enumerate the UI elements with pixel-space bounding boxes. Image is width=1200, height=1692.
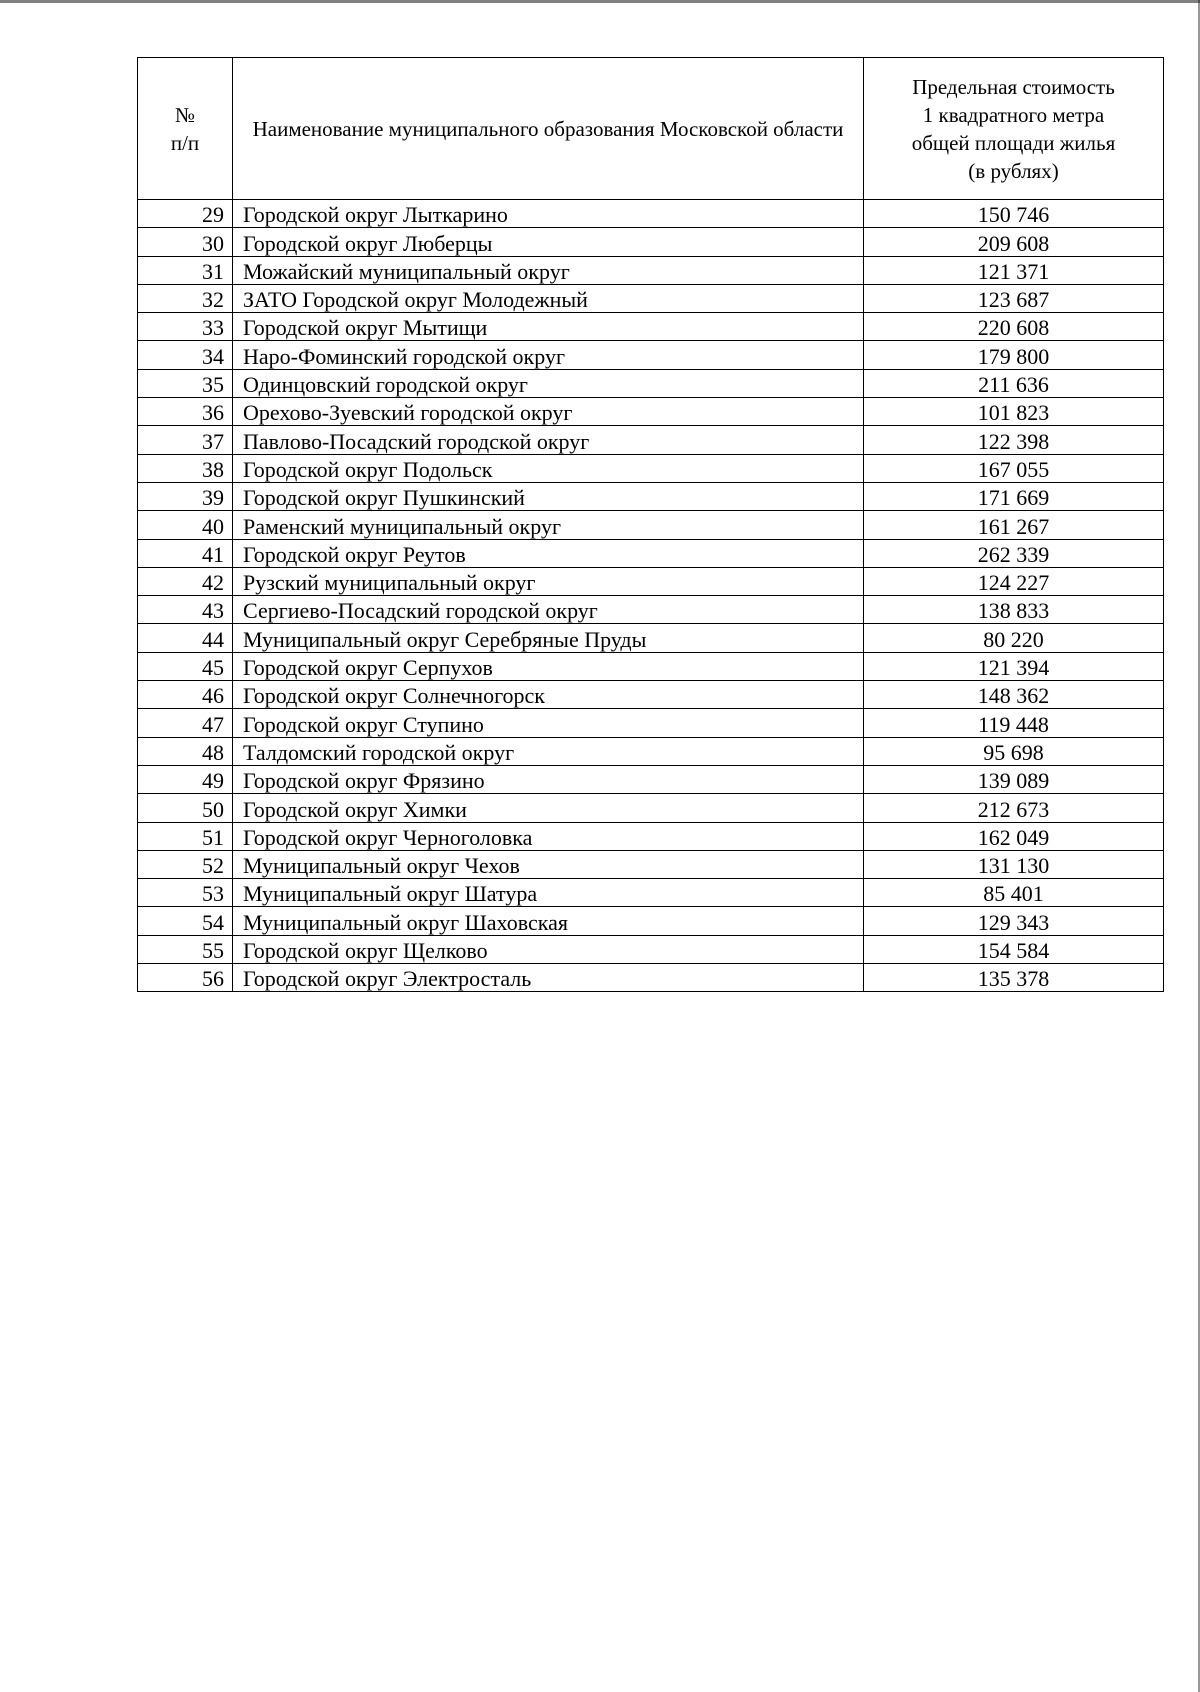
table-row xyxy=(138,596,1164,624)
municipality-name-cell: Наро-Фоминский городской округ xyxy=(233,341,864,369)
municipality-name-cell: Городской округ Люберцы xyxy=(233,228,864,256)
row-number-cell: 55 xyxy=(138,935,233,963)
municipality-name-cell: Городской округ Реутов xyxy=(233,539,864,567)
header-price xyxy=(864,58,1164,200)
municipality-name-cell: Сергиево-Посадский городской округ xyxy=(233,596,864,624)
table-row xyxy=(138,341,1164,369)
row-number-cell: 48 xyxy=(138,737,233,765)
table-row xyxy=(138,369,1164,397)
row-number-cell: 53 xyxy=(138,879,233,907)
municipality-name-cell: Городской округ Лыткарино xyxy=(233,200,864,228)
row-number-cell: 51 xyxy=(138,822,233,850)
header-number-abbr: п/п xyxy=(170,130,200,155)
table-row xyxy=(138,737,1164,765)
table-row xyxy=(138,228,1164,256)
table-row xyxy=(138,624,1164,652)
table-header xyxy=(138,58,1164,200)
row-number-cell: 56 xyxy=(138,964,233,992)
row-number-cell: 52 xyxy=(138,850,233,878)
price-cell: 95 698 xyxy=(864,737,1164,765)
header-row xyxy=(138,58,1164,200)
municipality-name-cell: Городской округ Химки xyxy=(233,794,864,822)
row-number-cell: 30 xyxy=(138,228,233,256)
row-number-cell: 40 xyxy=(138,511,233,539)
price-cell: 101 823 xyxy=(864,398,1164,426)
price-cell: 123 687 xyxy=(864,284,1164,312)
municipality-name-cell: Можайский муниципальный округ xyxy=(233,256,864,284)
price-cell: 85 401 xyxy=(864,879,1164,907)
row-number-cell: 54 xyxy=(138,907,233,935)
row-number-cell: 33 xyxy=(138,313,233,341)
municipality-name-cell: Городской округ Солнечногорск xyxy=(233,681,864,709)
header-number-symbol: № xyxy=(174,102,196,127)
municipality-name-cell: Городской округ Щелково xyxy=(233,935,864,963)
price-cell: 167 055 xyxy=(864,454,1164,482)
price-cell: 124 227 xyxy=(864,567,1164,595)
table-row xyxy=(138,822,1164,850)
price-cell: 262 339 xyxy=(864,539,1164,567)
table-row xyxy=(138,284,1164,312)
municipality-name-cell: Городской округ Серпухов xyxy=(233,652,864,680)
price-cell: 212 673 xyxy=(864,794,1164,822)
municipality-name-cell: Городской округ Фрязино xyxy=(233,765,864,793)
municipality-name-cell: Городской округ Электросталь xyxy=(233,964,864,992)
municipality-name-cell: Павлово-Посадский городской округ xyxy=(233,426,864,454)
table-row xyxy=(138,765,1164,793)
table-row xyxy=(138,256,1164,284)
price-cell: 135 378 xyxy=(864,964,1164,992)
table-row xyxy=(138,539,1164,567)
row-number-cell: 36 xyxy=(138,398,233,426)
price-cell: 122 398 xyxy=(864,426,1164,454)
table-row xyxy=(138,652,1164,680)
price-cell: 154 584 xyxy=(864,935,1164,963)
table-row xyxy=(138,398,1164,426)
table-row xyxy=(138,907,1164,935)
price-cell: 162 049 xyxy=(864,822,1164,850)
price-cell: 171 669 xyxy=(864,482,1164,510)
row-number-cell: 31 xyxy=(138,256,233,284)
price-cell: 150 746 xyxy=(864,200,1164,228)
municipality-name-cell: Муниципальный округ Чехов xyxy=(233,850,864,878)
municipality-name-cell: Раменский муниципальный округ xyxy=(233,511,864,539)
municipality-name-cell: Муниципальный округ Шатура xyxy=(233,879,864,907)
municipality-name-cell: Одинцовский городской округ xyxy=(233,369,864,397)
table-row xyxy=(138,454,1164,482)
table-body xyxy=(138,200,1164,992)
price-cell: 129 343 xyxy=(864,907,1164,935)
price-cell: 119 448 xyxy=(864,709,1164,737)
table-row xyxy=(138,482,1164,510)
row-number-cell: 41 xyxy=(138,539,233,567)
row-number-cell: 46 xyxy=(138,681,233,709)
price-cell: 220 608 xyxy=(864,313,1164,341)
row-number-cell: 39 xyxy=(138,482,233,510)
row-number-cell: 37 xyxy=(138,426,233,454)
price-cell: 148 362 xyxy=(864,681,1164,709)
row-number-cell: 45 xyxy=(138,652,233,680)
municipality-name-cell: Городской округ Ступино xyxy=(233,709,864,737)
table-row xyxy=(138,850,1164,878)
row-number-cell: 50 xyxy=(138,794,233,822)
price-cell: 138 833 xyxy=(864,596,1164,624)
table-row xyxy=(138,567,1164,595)
table-row xyxy=(138,200,1164,228)
row-number-cell: 32 xyxy=(138,284,233,312)
row-number-cell: 35 xyxy=(138,369,233,397)
municipality-name-cell: Муниципальный округ Шаховская xyxy=(233,907,864,935)
price-cell: 161 267 xyxy=(864,511,1164,539)
row-number-cell: 49 xyxy=(138,765,233,793)
municipality-name-cell: Городской округ Черноголовка xyxy=(233,822,864,850)
municipality-name-cell: Орехово-Зуевский городской округ xyxy=(233,398,864,426)
price-cell: 121 371 xyxy=(864,256,1164,284)
table-row xyxy=(138,879,1164,907)
table-row xyxy=(138,426,1164,454)
header-price-line-1: Предельная стоимость xyxy=(912,74,1115,99)
header-price-line-2: 1 квадратного метра xyxy=(922,102,1105,127)
header-municipality-name: Наименование муниципального образования Московской области xyxy=(233,58,864,200)
municipality-name-cell: ЗАТО Городской округ Молодежный xyxy=(233,284,864,312)
municipality-name-cell: Городской округ Мытищи xyxy=(233,313,864,341)
price-table xyxy=(137,57,1164,992)
header-number xyxy=(138,58,233,200)
row-number-cell: 42 xyxy=(138,567,233,595)
price-cell: 179 800 xyxy=(864,341,1164,369)
row-number-cell: 44 xyxy=(138,624,233,652)
header-price-line-4: (в рублях) xyxy=(968,158,1059,183)
table-row xyxy=(138,511,1164,539)
scan-top-edge xyxy=(0,0,1200,3)
municipality-name-cell: Городской округ Подольск xyxy=(233,454,864,482)
municipality-name-cell: Городской округ Пушкинский xyxy=(233,482,864,510)
row-number-cell: 47 xyxy=(138,709,233,737)
price-cell: 121 394 xyxy=(864,652,1164,680)
table-row xyxy=(138,681,1164,709)
table-row xyxy=(138,964,1164,992)
row-number-cell: 29 xyxy=(138,200,233,228)
price-cell: 209 608 xyxy=(864,228,1164,256)
price-cell: 211 636 xyxy=(864,369,1164,397)
table-row xyxy=(138,794,1164,822)
row-number-cell: 43 xyxy=(138,596,233,624)
table-row xyxy=(138,935,1164,963)
row-number-cell: 38 xyxy=(138,454,233,482)
price-cell: 139 089 xyxy=(864,765,1164,793)
municipality-name-cell: Талдомский городской округ xyxy=(233,737,864,765)
header-price-line-3: общей площади жилья xyxy=(911,130,1116,155)
row-number-cell: 34 xyxy=(138,341,233,369)
table-row xyxy=(138,313,1164,341)
municipality-name-cell: Рузский муниципальный округ xyxy=(233,567,864,595)
price-cell: 80 220 xyxy=(864,624,1164,652)
table-row xyxy=(138,709,1164,737)
price-cell: 131 130 xyxy=(864,850,1164,878)
municipality-name-cell: Муниципальный округ Серебряные Пруды xyxy=(233,624,864,652)
